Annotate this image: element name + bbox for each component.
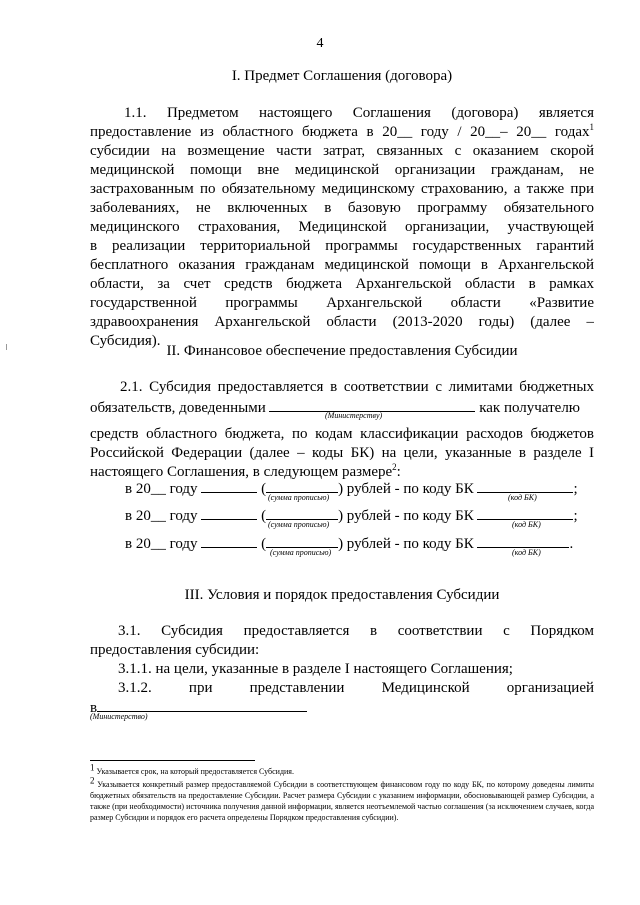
amount-row: в 20__ году ( ) рублей - по коду БК ; (125, 478, 578, 498)
sum-caption: (сумма прописью) (268, 520, 330, 529)
paragraph-line: Субсидия). (90, 333, 161, 349)
section-1-paragraph (90, 104, 594, 351)
code-caption: (код БК) (508, 493, 537, 502)
ministry-blank-2[interactable] (97, 697, 307, 712)
section-3-paragraph (90, 622, 594, 698)
footnote-ref-2: 2 (392, 462, 397, 472)
paragraph-line: бесплатного оказания гражданам медицинской помощи в Архангельской (90, 257, 594, 273)
amount-blank[interactable] (201, 533, 257, 548)
section-3-heading: III. Условия и порядок предоставления Субсидии (184, 587, 500, 603)
section-2-paragraph (90, 425, 594, 482)
amount-blank[interactable] (201, 505, 257, 520)
paragraph-line: 1.1. Предметом настоящего Соглашения (договора) является (124, 105, 594, 121)
page-number: 4 (316, 36, 324, 51)
footnote-ref-1: 1 (589, 123, 594, 132)
paragraph-line: Российской Федерации (далее – коды БК) на цели, указанные в разделе I (90, 445, 594, 461)
amount-words-blank[interactable] (266, 478, 338, 493)
paragraph-line: 3.1. Субсидия предоставляется в соответствии с Порядком (118, 623, 594, 639)
amount-words-blank[interactable] (266, 533, 338, 548)
ministry-caption-2: (Министерство) (90, 712, 148, 721)
sum-caption: (сумма прописью) (270, 548, 332, 557)
paragraph-line: 3.1.2. при представлении Медицинской организацией (118, 680, 594, 696)
footnote-1: $^1$ Указывается срок, на который предоставляется Субсидия. (90, 762, 294, 776)
code-caption: (код БК) (512, 548, 541, 557)
paragraph-line: предоставления субсидии: (90, 642, 260, 658)
ministry-blank[interactable] (269, 397, 475, 412)
paragraph-line: средств областного бюджета, по кодам классификации расходов бюджетов (90, 426, 594, 442)
sum-caption: (сумма прописью) (268, 493, 330, 502)
section-2-heading: II. Финансовое обеспечение предоставления Субсидии (166, 343, 518, 359)
paragraph-line: 3.1.1. на цели, указанные в разделе I настоящего Соглашения; (118, 661, 513, 677)
budget-code-blank[interactable] (477, 478, 573, 493)
code-caption: (код БК) (512, 520, 541, 529)
paragraph-line: настоящего Соглашения, в следующем размере$^2$: (90, 462, 401, 480)
paragraph-line: в реализации территориальной программы государственных гарантий (90, 238, 594, 254)
budget-code-blank[interactable] (477, 533, 569, 548)
section-1-heading: I. Предмет Соглашения (договора) (231, 68, 453, 84)
amount-words-blank[interactable] (266, 505, 338, 520)
footnote-separator (90, 760, 255, 761)
paragraph-line: области, за счет средств бюджета Архангельской области в рамках (90, 276, 594, 292)
paragraph-line: предоставление из областного бюджета в 20__ году / 20__– 20__ годах$^1$ (90, 123, 594, 140)
paragraph-line: медицинского страхования, Медицинской организации, участвующей (90, 219, 594, 235)
amount-row: в 20__ году ( ) рублей - по коду БК ; (125, 505, 578, 525)
footnote-2: $^2$ Указывается конкретный размер предоставляемой Субсидии в соответствующем финансовом году по коду БК, по которому доведены лимиты бюджетных обязательств на предоставление Субсидии. Расчет размера Субсидии с указанием информации, обосновывающей размер Субсидии, а также (при необходимости) источника получения данной информации, является неотъемлемой частью соглашения (за исключением случаев, когда размер Субсидии и порядок его расчета определены Порядком предоставления субсидии). (90, 775, 595, 822)
section-2-paragraph-top (90, 378, 594, 397)
paragraph-line: здравоохранения Архангельской области (2013-2020 годы) (далее – (90, 314, 594, 330)
paragraph-line: заболеваниях, не включенных в базовую программу обязательного (90, 200, 594, 216)
budget-code-blank[interactable] (477, 505, 573, 520)
ministry-line: обязательств, доведенными как получателю (90, 397, 580, 417)
paragraph-line: государственной программы Архангельской области «Развитие (90, 295, 594, 311)
paragraph-line: застрахованным по обязательному медицинскому страхованию, а также при (90, 181, 594, 197)
amount-blank[interactable] (201, 478, 257, 493)
paragraph-line: медицинской помощи вне медицинской организации гражданам, не (90, 162, 594, 178)
ministry-line-2: в (90, 697, 307, 717)
ministry-caption: (Министерству) (325, 411, 383, 420)
paragraph-line: 2.1. Субсидия предоставляется в соответствии с лимитами бюджетных (120, 379, 594, 395)
margin-mark (6, 344, 7, 350)
paragraph-line: субсидии на возмещение части затрат, связанных с оказанием скорой (90, 143, 594, 159)
amount-row: в 20__ году ( ) рублей - по коду БК . (125, 533, 573, 553)
